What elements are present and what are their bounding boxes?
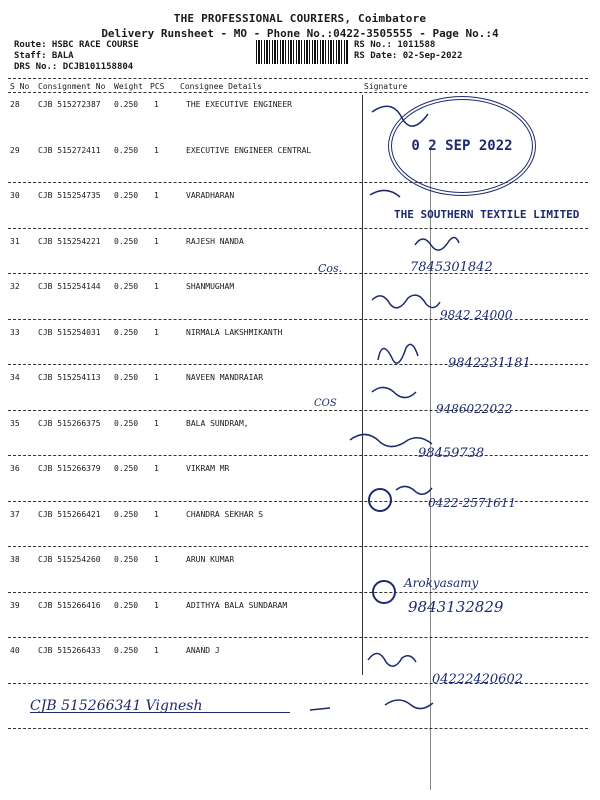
row-weight: 0.250 xyxy=(114,191,139,200)
row-consignee: EXECUTIVE ENGINEER CENTRAL xyxy=(186,146,312,155)
row-consignee: VARADHARAN xyxy=(186,191,235,200)
row-consignment-no: CJB 515254735 xyxy=(38,191,101,200)
row-weight: 0.250 xyxy=(114,464,139,473)
row-sno: 34 xyxy=(10,373,20,382)
drs-number: DRS No.: DCJB101158804 xyxy=(14,62,134,72)
handwriting-cos-1: Cos. xyxy=(318,262,343,275)
row-consignment-no: CJB 515254144 xyxy=(38,282,101,291)
handwriting-phone-32: 9842 24000 xyxy=(440,308,513,322)
row-pcs: 1 xyxy=(154,510,159,519)
col-pcs: PCS xyxy=(150,82,165,91)
row-consignment-no: CJB 515266379 xyxy=(38,464,101,473)
row-sno: 40 xyxy=(10,646,20,655)
row-consignee: NIRMALA LAKSHMIKANTH xyxy=(186,328,283,337)
row-consignee: ANAND J xyxy=(186,646,220,655)
row-pcs: 1 xyxy=(154,191,159,200)
row-consignee: BALA SUNDRAM, xyxy=(186,419,249,428)
row-consignment-no: CJB 515254260 xyxy=(38,555,101,564)
row-sno: 31 xyxy=(10,237,20,246)
col-consignee: Consignee Details xyxy=(180,82,262,91)
row-weight: 0.250 xyxy=(114,601,139,610)
row-pcs: 1 xyxy=(154,328,159,337)
row-consignee: VIKRAM MR xyxy=(186,464,230,473)
stamp-date: 0 2 SEP 2022 xyxy=(411,138,513,154)
row-weight: 0.250 xyxy=(114,328,139,337)
row-weight: 0.250 xyxy=(114,146,139,155)
row-sno: 30 xyxy=(10,191,20,200)
row-sno: 28 xyxy=(10,100,20,109)
document-subtitle: Delivery Runsheet - MO - Phone No.:0422-3505555 - Page No.:4 xyxy=(101,27,499,40)
row-sno: 36 xyxy=(10,464,20,473)
row-consignment-no: CJB 515254221 xyxy=(38,237,101,246)
col-signature: Signature xyxy=(364,82,408,91)
handwriting-phone-31: 7845301842 xyxy=(410,260,493,275)
row-sno: 32 xyxy=(10,282,20,291)
row-weight: 0.250 xyxy=(114,555,139,564)
row-weight: 0.250 xyxy=(114,282,139,291)
row-pcs: 1 xyxy=(154,555,159,564)
row-weight: 0.250 xyxy=(114,419,139,428)
row-weight: 0.250 xyxy=(114,646,139,655)
row-weight: 0.250 xyxy=(114,510,139,519)
row-consignment-no: CJB 515272387 xyxy=(38,100,101,109)
row-pcs: 1 xyxy=(154,100,159,109)
row-consignee: RAJESH NANDA xyxy=(186,237,244,246)
row-weight: 0.250 xyxy=(114,237,139,246)
handwriting-phone-37: 0422-2571611 xyxy=(428,496,517,510)
handwriting-cos-2: COS xyxy=(314,398,337,409)
row-pcs: 1 xyxy=(154,464,159,473)
row-sno: 29 xyxy=(10,146,20,155)
handwriting-bottom-entry: CJB 515266341 Vignesh xyxy=(30,698,203,714)
row-pcs: 1 xyxy=(154,646,159,655)
row-pcs: 1 xyxy=(154,146,159,155)
row-consignee: SHANMUGHAM xyxy=(186,282,235,291)
row-consignment-no: CJB 515266416 xyxy=(38,601,101,610)
row-pcs: 1 xyxy=(154,237,159,246)
row-consignee: THE EXECUTIVE ENGINEER xyxy=(186,100,292,109)
row-consignment-no: CJB 515272411 xyxy=(38,146,101,155)
document-title: THE PROFESSIONAL COURIERS, Coimbatore xyxy=(173,12,427,25)
handwriting-phone-40: 04222420602 xyxy=(432,672,523,687)
row-consignment-no: CJB 515266433 xyxy=(38,646,101,655)
route-label: Route: HSBC RACE COURSE xyxy=(14,40,139,50)
col-weight: Weight xyxy=(114,82,143,91)
row-pcs: 1 xyxy=(154,419,159,428)
row-sno: 38 xyxy=(10,555,20,564)
row-weight: 0.250 xyxy=(114,100,139,109)
row-sno: 37 xyxy=(10,510,20,519)
rs-number: RS No.: 1011588 xyxy=(354,40,436,50)
row-consignee: ARUN KUMAR xyxy=(186,555,235,564)
row-consignee: NAVEEN MANDRAIAR xyxy=(186,373,264,382)
row-pcs: 1 xyxy=(154,282,159,291)
row-weight: 0.250 xyxy=(114,373,139,382)
col-sno: S No xyxy=(10,82,30,91)
col-consignment: Consignment No xyxy=(38,82,106,91)
row-pcs: 1 xyxy=(154,601,159,610)
row-consignee: CHANDRA SEKHAR S xyxy=(186,510,264,519)
handwriting-arokya: Arokyasamy xyxy=(404,576,479,590)
staff-label: Staff: BALA xyxy=(14,51,74,61)
row-consignment-no: CJB 515266421 xyxy=(38,510,101,519)
handwriting-phone-35: 9486022022 xyxy=(436,402,513,416)
row-consignment-no: CJB 515254113 xyxy=(38,373,101,382)
row-sno: 35 xyxy=(10,419,20,428)
row-consignee: ADITHYA BALA SUNDARAM xyxy=(186,601,288,610)
row-sno: 39 xyxy=(10,601,20,610)
rs-date: RS Date: 02-Sep-2022 xyxy=(354,51,463,61)
row-consignment-no: CJB 515266375 xyxy=(38,419,101,428)
row-pcs: 1 xyxy=(154,373,159,382)
company-stamp: THE SOUTHERN TEXTILE LIMITED xyxy=(394,208,580,221)
row-sno: 33 xyxy=(10,328,20,337)
handwriting-phone-39: 9843132829 xyxy=(408,598,504,616)
row-consignment-no: CJB 515254031 xyxy=(38,328,101,337)
handwriting-phone-36: 98459738 xyxy=(418,446,485,461)
handwriting-phone-33: 9842231181 xyxy=(448,356,531,371)
